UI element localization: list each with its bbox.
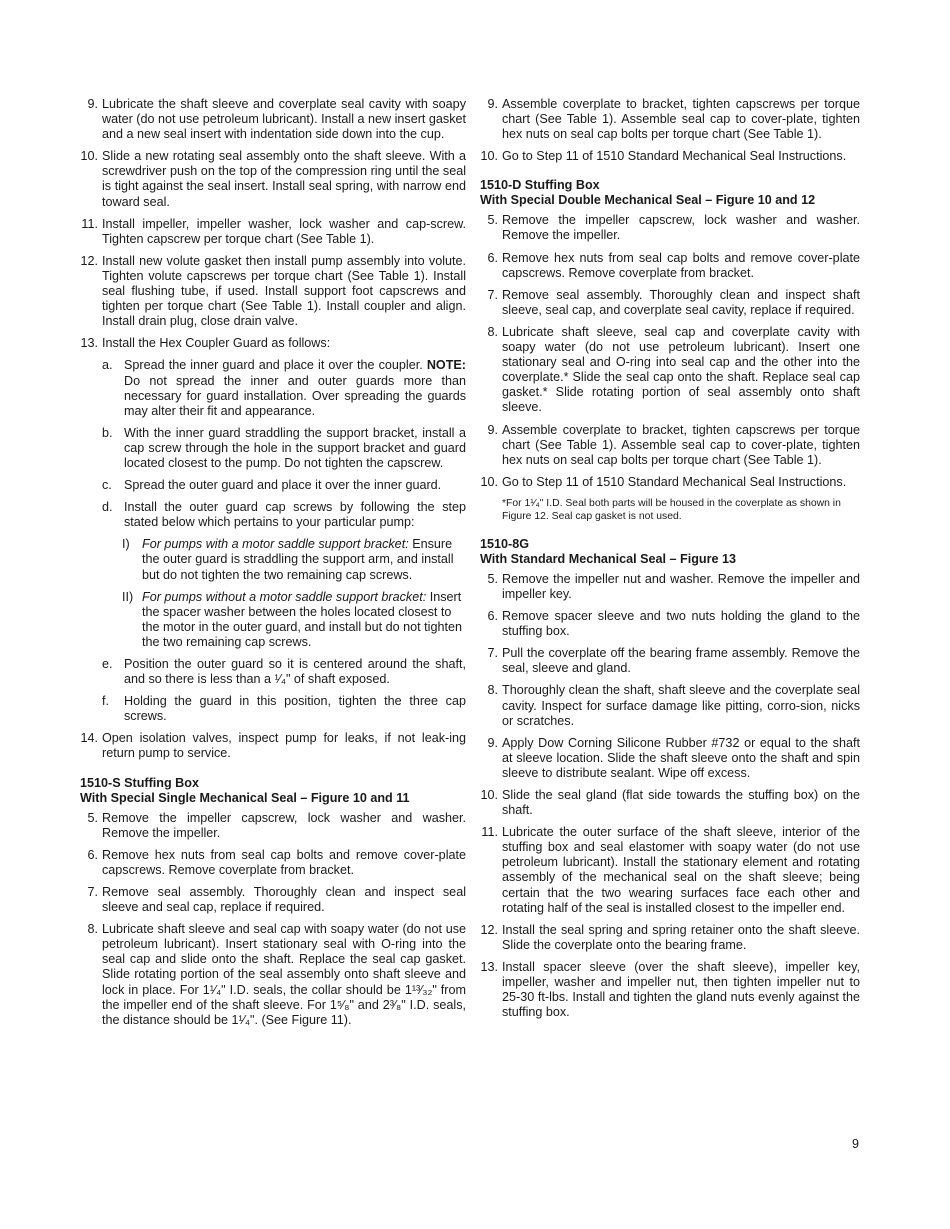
step-item: 11. Lubricate the outer surface of the shaft sleeve, interior of the stuffing box and seal elastomer with soapy water (do not use petroleum lubricant). Install the stationary element and rotating assembly of the mechanical seal on the shaft sleeve; being certain that the two wearing surfaces face each other and rotating half of the seal is installed closest to the impeller end. <box>481 825 860 915</box>
sub-step-item: c. Spread the outer guard and place it over the inner guard. <box>102 478 442 493</box>
step-item: 14. Open isolation valves, inspect pump for leaks, if not leak-ing return pump to service. <box>80 731 466 761</box>
sub-step-item: f. Holding the guard in this position, tighten the three cap screws. <box>102 694 466 724</box>
sub-sub-step-item: II) For pumps without a motor saddle support bracket: Insert the spacer washer between the holes located closest to the motor in the outer guard, and install but do not tighten the two remaining cap screws. <box>122 589 462 649</box>
step-item: 5. Remove the impeller nut and washer. Remove the impeller and impeller key. <box>487 571 860 601</box>
sub-step-item: e. Position the outer guard so it is centered around the shaft, and so there is less than a ¹⁄₄" of shaft exposed. <box>102 657 466 687</box>
step-item: 7. Pull the coverplate off the bearing frame assembly. Remove the seal, sleeve and gland. <box>487 646 860 676</box>
step-item: 7. Remove seal assembly. Thoroughly clean and inspect seal sleeve and seal cap, replace if required. <box>87 884 466 915</box>
step-item: 10. Slide the seal gland (flat side towards the stuffing box) on the shaft. <box>480 788 860 818</box>
left-column <box>80 97 466 1035</box>
step-item: 6. Remove hex nuts from seal cap bolts and remove cover-plate capscrews. Remove coverplate from bracket. <box>487 250 860 280</box>
step-item: 12. Install new volute gasket then install pump assembly into volute. Tighten volute capscrews per torque chart (See Table 1). Install seal flushing tube, if used. Install support foot capscrews and tighten per torque chart (See Table 1). Install coupler and align. Install drain plug, close drain valve. <box>80 253 466 329</box>
step-item: 10. Slide a new rotating seal assembly onto the shaft sleeve. With a screwdriver push on the top of the compression ring until the seal is tight against the seal insert. Install seal spring, with narrow end toward seal. <box>80 149 466 209</box>
step-item: 9. Apply Dow Corning Silicone Rubber #732 or equal to the shaft at sleeve location. Slide the shaft sleeve onto the shaft and spin sleeve to distribute sealant. Wipe off excess. <box>487 735 860 780</box>
step-item: 5. Remove the impeller capscrew, lock washer and washer. Remove the impeller. <box>487 213 860 243</box>
step-item: 12. Install the seal spring and spring retainer onto the shaft sleeve. Slide the coverplate onto the bearing frame. <box>480 922 860 952</box>
sub-step-item: a. Spread the inner guard and place it over the coupler. NOTE: Do not spread the inner and outer guards more than necessary for guard installation. Over spreading the guards may alter their fit and appearance. <box>102 358 467 418</box>
section-heading: 1510-S Stuffing Box With Special Single Mechanical Seal – Figure 10 and 11 <box>80 775 410 805</box>
step-item: 13. Install the Hex Coupler Guard as follows: <box>80 336 331 351</box>
note-label: NOTE: <box>426 358 467 373</box>
step-item: 6. Remove spacer sleeve and two nuts holding the gland to the stuffing box. <box>487 609 860 639</box>
step-item: 6. Remove hex nuts from seal cap bolts and remove cover-plate capscrews. Remove coverplate from bracket. <box>87 847 466 877</box>
step-item: 9. Assemble coverplate to bracket, tighten capscrews per torque chart (See Table 1). Assemble seal cap to cover-plate, tighten hex nuts on seal cap bolts per torque chart (See Table 1). <box>487 422 860 467</box>
step-item: 9. Assemble coverplate to bracket, tighten capscrews per torque chart (See Table 1). Assemble seal cap to cover-plate, tighten hex nuts on seal cap bolts per torque chart (See Table 1). <box>487 97 860 142</box>
step-item: 8. Lubricate shaft sleeve, seal cap and coverplate cavity with soapy water (do not use petroleum lubricant). Insert one stationary seal and O-ring into seal cap and the other into the coverplate.* Slide the seal cap onto the shaft. Replace seal cap gasket.* Slide rotating portion of seal assembly onto shaft sleeve. <box>487 324 860 415</box>
footnote: *For 1¹⁄₄" I.D. Seal both parts will be housed in the coverplate as shown in Figure 12. Seal cap gasket is not used. <box>502 497 841 522</box>
step-item: 8. Lubricate shaft sleeve and seal cap with soapy water (do not use petroleum lubricant). Insert stationary seal with O-ring into the seal cap and slide onto the shaft. Replace the seal cap gasket. Slide rotating portion of the seal assembly onto shaft sleeve and lock in place. For 1¹⁄₄" I.D. seals, the collar should be 1¹³⁄₃₂" from the impeller end of the shaft sleeve. For 1⁵⁄₈" and 2³⁄₈" I.D. seals, the distance should be 1¹⁄₄". (See Figure 11). <box>87 922 466 1027</box>
step-item: 9. Lubricate the shaft sleeve and coverplate seal cavity with soapy water (do not use petroleum lubricant). Install a new insert gasket and a new seal insert with indentation side down into the cup. <box>87 97 467 142</box>
step-item: 10. Go to Step 11 of 1510 Standard Mechanical Seal Instructions. <box>480 474 847 489</box>
step-item: 5. Remove the impeller capscrew, lock washer and washer. Remove the impeller. <box>87 810 466 840</box>
step-item: 13. Install spacer sleeve (over the shaft sleeve), impeller key, impeller, washer and impeller nut, then tighten impeller nut to 25-30 ft-lbs. Install and tighten the gland nuts evenly against the stuffing box. <box>480 959 860 1020</box>
page-number: 9 <box>852 1137 860 1151</box>
step-item: 11. Install impeller, impeller washer, lock washer and cap-screw. Tighten capscrew per torque chart (See Table 1). <box>81 216 466 246</box>
section-heading: 1510-8G With Standard Mechanical Seal – Figure 13 <box>480 536 737 566</box>
step-item: 8. Thoroughly clean the shaft, shaft sleeve and the coverplate seal cavity. Inspect for surface damage like pitting, corro-sion, nicks or scratches. <box>487 683 860 728</box>
sub-step-item: d. Install the outer guard cap screws by following the step stated below which pertains to your particular pump: <box>102 500 466 530</box>
section-heading: 1510-D Stuffing Box With Special Double Mechanical Seal – Figure 10 and 12 <box>480 178 816 208</box>
right-column <box>480 97 860 1027</box>
step-item: 7. Remove seal assembly. Thoroughly clean and inspect shaft sleeve, seal cap, and coverplate seal cavity, replace if required. <box>487 287 860 317</box>
step-item: 10. Go to Step 11 of 1510 Standard Mechanical Seal Instructions. <box>480 149 847 164</box>
sub-step-item: b. With the inner guard straddling the support bracket, install a cap screw through the hole in the support bracket and guard located closest to the pump. Do not tighten the capscrew. <box>102 425 466 470</box>
sub-sub-step-item: I) For pumps with a motor saddle support bracket: Ensure the outer guard is straddling the support arm, and install but do not tighten the two remaining cap screws. <box>122 537 454 582</box>
